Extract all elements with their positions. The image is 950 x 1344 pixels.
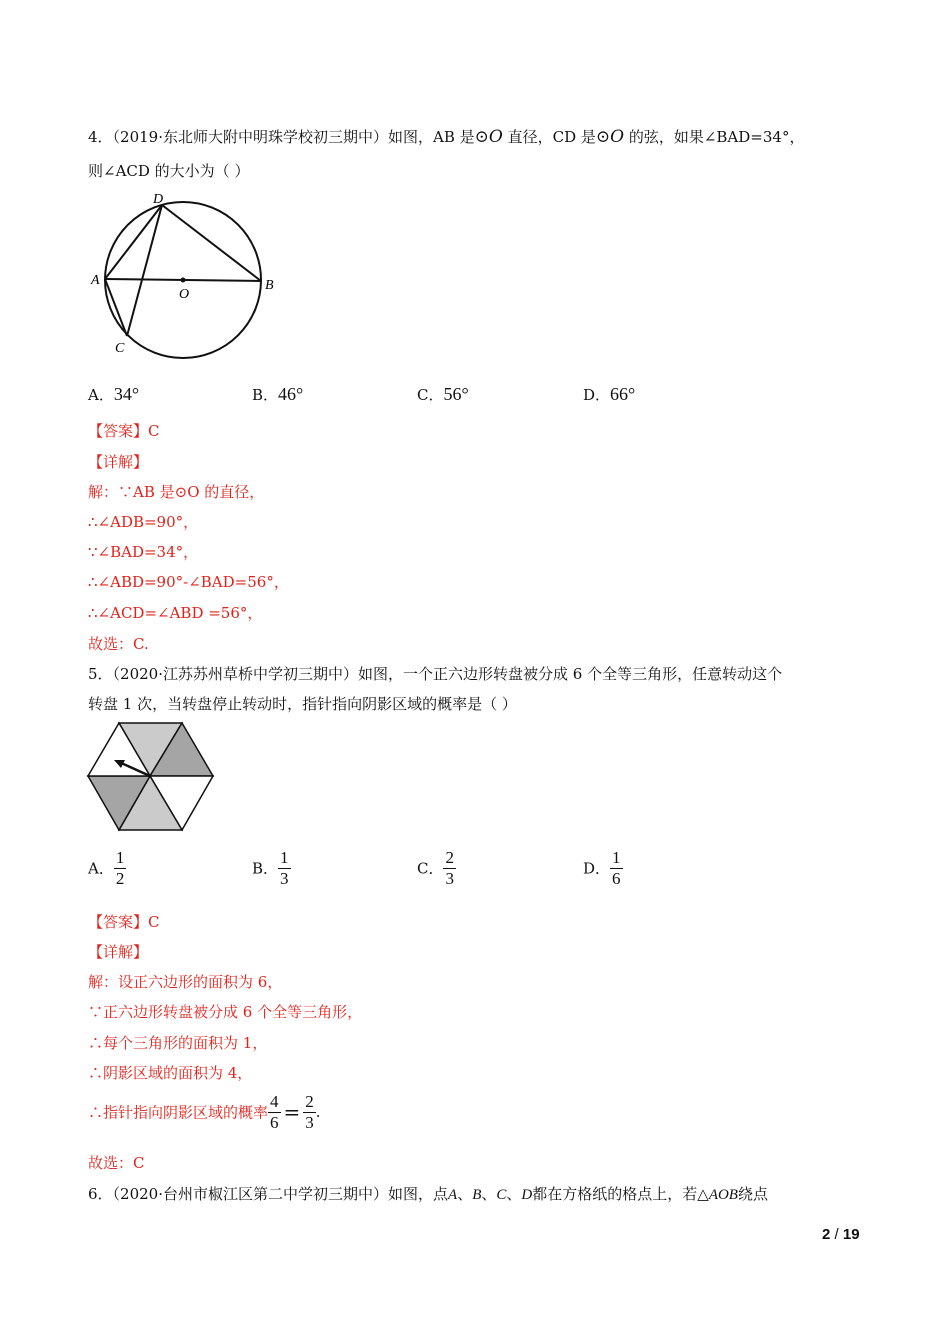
q5-number: 5．: [88, 665, 113, 683]
q6-number: 6．: [88, 1185, 113, 1203]
label-a: A: [91, 273, 100, 288]
q4-solution-line: ∵∠BAD=34°，: [88, 543, 199, 561]
q6-stem-b: 都在方格纸的格点上，若△: [532, 1185, 709, 1203]
fraction: $\frac{1}{6}$: [612, 848, 621, 888]
q5-detail-title: 【详解】: [88, 943, 149, 961]
label-d: D: [153, 192, 164, 207]
q4-number: 4．: [88, 128, 113, 146]
q4-stem-a: 如图，AB 是: [388, 128, 475, 146]
page-number: 2 / 19: [822, 1226, 860, 1243]
fraction: $\frac{2}{3}$: [305, 1092, 314, 1132]
q4-answer: 【答案】C: [88, 422, 160, 440]
q4-solution-line: 解：∵AB 是⊙O 的直径，: [88, 483, 265, 501]
fraction: $\frac{1}{3}$: [280, 848, 289, 888]
q6-stem-line1: 6．（2020·台州市椒江区第二中学初三期中）如图，点A、B、C、D都在方格纸的格点上，若△AOB绕点: [88, 1185, 768, 1203]
label-o: O: [179, 287, 190, 302]
q5-stem-a: 如图，一个正六边形转盘被分成 6 个全等三角形，任意转动这个: [358, 665, 783, 683]
q5-stem-line1: [88, 663, 782, 684]
q4-option-c: C．56°: [417, 384, 469, 404]
q5-answer: 【答案】C: [88, 913, 160, 931]
q5-option-d: D． $\frac{1}{6}$: [583, 848, 621, 888]
q4-solution-line: ∴∠ABD=90°-∠BAD=56°，: [88, 573, 289, 591]
q4-option-a: A．34°: [88, 384, 140, 404]
q5-solution-line: ∴每个三角形的面积为 1，: [88, 1034, 268, 1052]
q5-hexagon-spinner: [85, 720, 217, 834]
circle-o-symbol: ⊙O: [595, 127, 625, 147]
q5-solution-line: 解：设正六边形的面积为 6，: [88, 973, 283, 991]
segment-db: [162, 205, 261, 281]
q4-detail-title: 【详解】: [88, 453, 149, 471]
fraction: $\frac{4}{6}$: [270, 1092, 279, 1132]
q4-option-d: D．66°: [583, 384, 636, 404]
q4-option-b: B．46°: [252, 384, 304, 404]
q5-source: （2020·江苏苏州草桥中学初三期中）: [112, 665, 358, 683]
q5-stem-line2: 转盘 1 次，当转盘停止转动时，指针指向阴影区域的概率是（ ）: [88, 695, 517, 713]
q4-stem-line1: [88, 126, 804, 147]
q4-stem-line2: 则∠ACD 的大小为（ ）: [88, 162, 250, 180]
q4-source: （2019·东北师大附中明珠学校初三期中）: [112, 128, 388, 146]
q5-option-c: C． $\frac{2}{3}$: [417, 848, 454, 888]
q5-option-a: A． $\frac{1}{2}$: [88, 848, 125, 888]
q6-stem-a: 如图，点: [388, 1185, 449, 1203]
q6-source: （2020·台州市椒江区第二中学初三期中）: [112, 1185, 388, 1203]
q4-solution-line: ∴∠ADB=90°，: [88, 513, 199, 531]
q5-solution-line: ∴阴影区域的面积为 4，: [88, 1064, 253, 1082]
label-b: B: [265, 278, 274, 293]
q4-solution-line: ∴∠ACD=∠ABD =56°，: [88, 604, 263, 622]
circle-o-symbol: ⊙O: [474, 127, 503, 147]
fraction: $\frac{1}{2}$: [115, 848, 125, 888]
q4-stem-b: 直径，CD 是: [507, 128, 596, 146]
q5-option-b: B． $\frac{1}{3}$: [252, 848, 289, 888]
q6-triangle: AOB: [708, 1187, 738, 1203]
q4-circle-figure: [85, 188, 285, 363]
q6-stem-c: 绕点: [737, 1185, 768, 1203]
q5-conclusion: 故选：C: [88, 1154, 145, 1172]
center-point: [181, 278, 186, 283]
segment-dc: [127, 205, 162, 336]
q4-solution-line: 故选：C.: [88, 635, 149, 653]
q4-stem-c: 的弦，如果∠BAD=34°，: [628, 128, 805, 146]
q5-solution-line: ∵正六边形转盘被分成 6 个全等三角形，: [88, 1003, 363, 1021]
label-c: C: [115, 341, 125, 356]
segment-ac: [105, 279, 127, 336]
q5-final-line: ∴指针指向阴影区域的概率 $\frac{4}{6}$ = $\frac{2}{3}$ .: [88, 1092, 321, 1132]
segment-ad: [105, 205, 162, 279]
fraction: $\frac{2}{3}$: [445, 848, 454, 888]
